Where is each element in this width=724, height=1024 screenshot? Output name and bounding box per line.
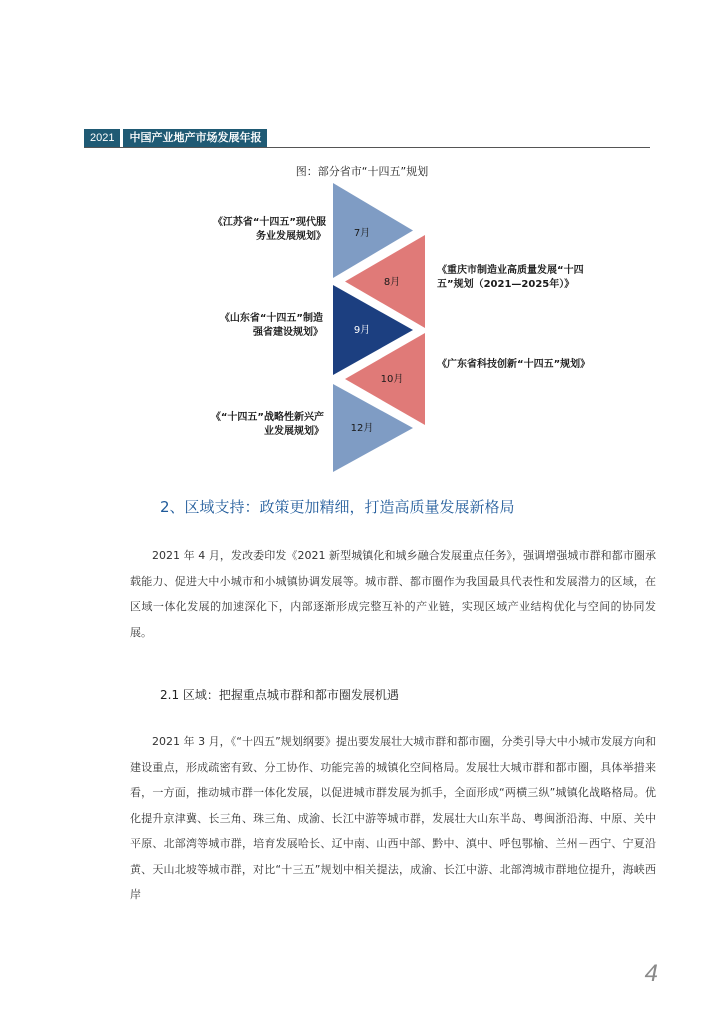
timeline-triangles (0, 0, 724, 480)
month-label-jul: 7月 (353, 228, 371, 239)
plan-chongqing: 《重庆市制造业高质量发展“十四五”规划（2021—2025年）》 (437, 265, 584, 290)
plan-national: 《“十四五”战略性新兴产业发展规划》 (210, 412, 324, 437)
plan-shandong: 《山东省“十四五”制造强省建设规划》 (219, 313, 323, 338)
figure-caption: 图：部分省市“十四五”规划 (295, 165, 429, 178)
paragraph-1: 2021 年 4 月，发改委印发《2021 新型城镇化和城乡融合发展重点任务》，强调增强城市群和都市圈承载能力、促进大中小城市和小城镇协调发展等。城市群、都市圈作为我国最具代表性和发展潜力的区域，在区域一体化发展的加速深化下，内部逐渐形成完整互补的产业链，实现区域产业结构优化与空间的协同发展。 (130, 549, 656, 639)
month-label-sep: 9月 (353, 325, 371, 336)
section-title: 2、区域支持：政策更加精细，打造高质量发展新格局 (160, 498, 515, 516)
subsection-title: 2.1 区域：把握重点城市群和都市圈发展机遇 (160, 688, 399, 702)
page-number: 4 (644, 960, 658, 987)
month-label-dec: 12月 (350, 423, 374, 434)
timeline-diagram (0, 0, 724, 480)
report-title-badge: 中国产业地产市场发展年报 (123, 129, 267, 147)
month-label-oct: 10月 (380, 374, 404, 385)
plan-guangdong: 《广东省科技创新“十四五”规划》 (437, 359, 591, 370)
paragraph-2: 2021 年 3 月，《“十四五”规划纲要》提出要发展壮大城市群和都市圈，分类引导大中小城市发展方向和建设重点，形成疏密有致、分工协作、功能完善的城镇化空间格局。发展壮大城市群和都市圈，具体举措来看，一方面，推动城市群一体化发展，以促进城市群发展为抓手，全面形成“两横三纵”城镇化战略格局。优化提升京津冀、长三角、珠三角、成渝、长江中游等城市群，发展壮大山东半岛、粤闽浙沿海、中原、关中平原、北部湾等城市群，培育发展哈长、辽中南、山西中部、黔中、滇中、呼包鄂榆、兰州－西宁、宁夏沿黄、天山北坡等城市群，对比“十三五”规划中相关提法，成渝、长江中游、北部湾城市群地位提升，海峡西岸 (130, 735, 656, 901)
month-label-aug: 8月 (383, 277, 401, 288)
plan-jiangsu: 《江苏省“十四五”现代服务业发展规划》 (212, 217, 326, 242)
year-badge: 2021 (84, 129, 123, 147)
